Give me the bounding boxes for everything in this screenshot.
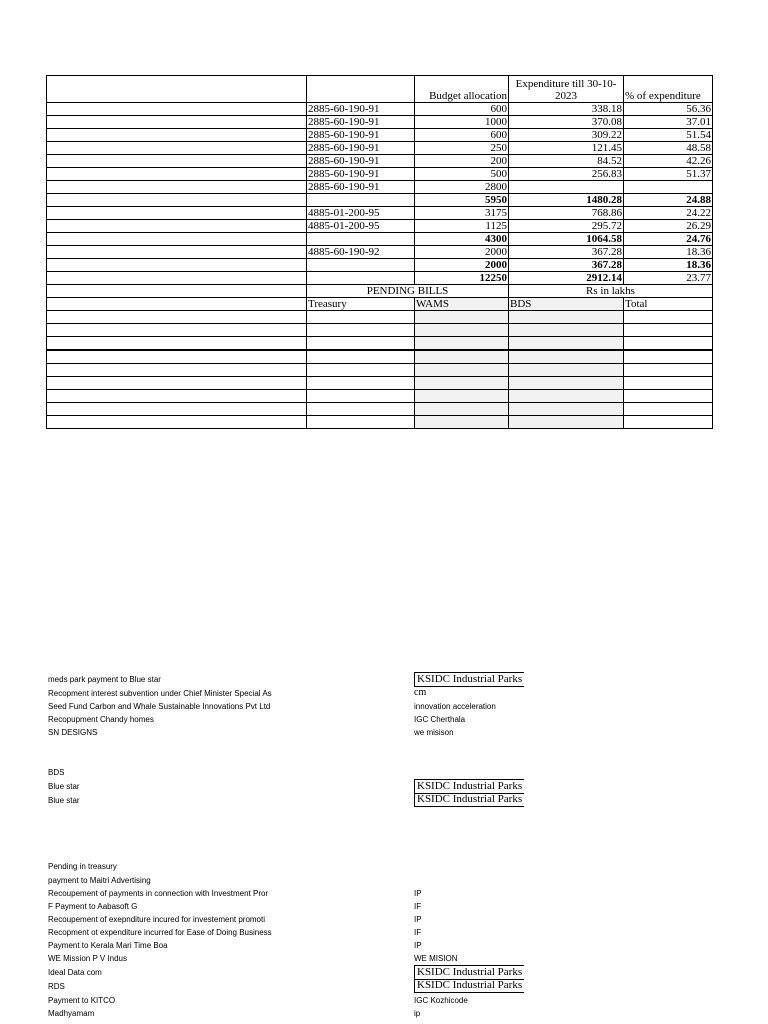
table-row: 2885-60-190-91 600 338.18 56.36 <box>47 103 713 116</box>
pending-row <box>47 390 713 403</box>
pct-expenditure-header: % of expenditure <box>624 76 713 103</box>
table-header-row <box>47 76 713 103</box>
rs-in-lakhs-label: Rs in lakhs <box>509 285 713 298</box>
pending-row <box>47 311 713 324</box>
pending-row <box>47 416 713 429</box>
table-row: 2885-60-190-91 1000 370.08 37.01 <box>47 116 713 129</box>
table-row: 4885-01-200-95 1125 295.72 26.29 <box>47 220 713 233</box>
table-row: 2885-60-190-91 500 256.83 51.37 <box>47 168 713 181</box>
total-header: Total <box>624 298 713 311</box>
table-row: 2885-60-190-91 600 309.22 51.54 <box>47 129 713 142</box>
budget-allocation-header: Budget allocation <box>415 76 509 103</box>
wams-header: WAMS <box>415 298 509 311</box>
pending-bills-title: PENDING BILLS <box>307 285 509 298</box>
expenditure-header: Expenditure till 30-10-2023 <box>509 76 624 103</box>
pending-row <box>47 337 713 351</box>
subtotal-row: 4300 1064.58 24.76 <box>47 233 713 246</box>
budget-table <box>46 75 713 429</box>
pending-bills-title-row <box>47 285 713 298</box>
pending-row <box>47 324 713 337</box>
subtotal-row: 5950 1480.28 24.88 <box>47 194 713 207</box>
bds-header: BDS <box>509 298 624 311</box>
pending-bills-header-row <box>47 298 713 311</box>
pending-row <box>47 377 713 390</box>
table-row: 2885-60-190-91 250 121.45 48.58 <box>47 142 713 155</box>
subtotal-row: 2000 367.28 18.36 <box>47 259 713 272</box>
pending-row <box>47 364 713 377</box>
grand-total-row: 12250 2912.14 23.77 <box>47 272 713 285</box>
table-row: 2885-60-190-91 200 84.52 42.26 <box>47 155 713 168</box>
table-row: 4885-01-200-95 3175 768.86 24.22 <box>47 207 713 220</box>
treasury-header: Treasury <box>307 298 415 311</box>
table-row: 2885-60-190-91 2800 <box>47 181 713 194</box>
pending-row <box>47 350 713 364</box>
table-row: 4885-60-190-92 2000 367.28 18.36 <box>47 246 713 259</box>
pending-row <box>47 403 713 416</box>
